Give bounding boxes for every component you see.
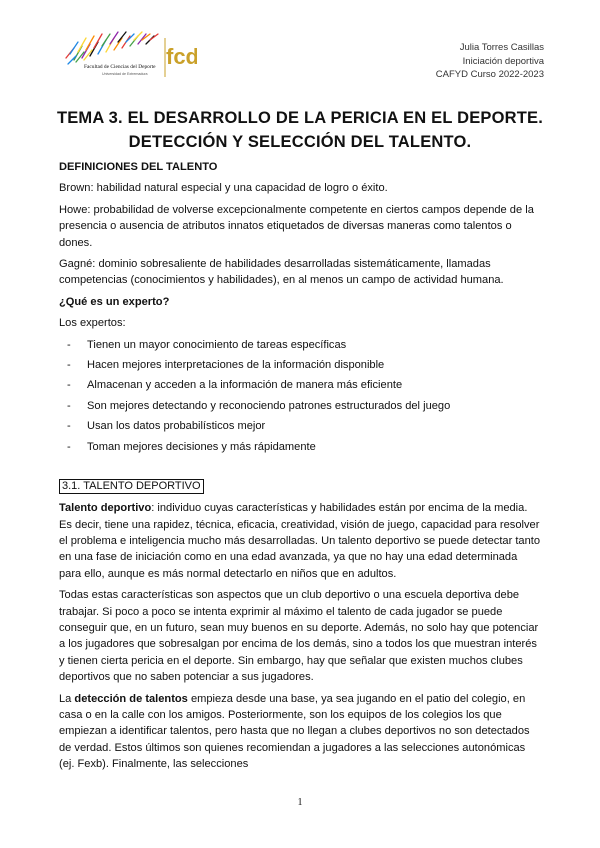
list-item-text: Almacenan y acceden a la información de manera más eficiente [87, 379, 403, 392]
term-deteccion-talentos: detección de talentos [74, 692, 188, 705]
paragraph-text: empieza desde una base, ya sea jugando en el patio del colegio, en casa o en la calle con los amigos. Posteriormente, son los equipos de los colegios los que empiezan a identificar talentos, pero hasta que no llegan a clubes deportivos no son detectados de verdad. Estos últimos son quienes recomiendan a jugadores a las selecciones autonómicas (ej. Fexb). Finalmente, las selecciones [59, 692, 530, 771]
logo-stroke [110, 32, 118, 44]
bullet-dash: - [67, 338, 71, 351]
logo-graphic [62, 30, 197, 82]
logo-mark: fcd [166, 44, 197, 69]
definition-gagne: Gagné: dominio sobresaliente de habilidades desarrolladas sistemáticamente, llamadas competencias (conocimientos y habilidades), en al menos un campo de actividad humana. [59, 258, 504, 287]
logo-stroke [126, 34, 134, 42]
logo-stroke [68, 56, 76, 64]
logo-org-name: Facultad de Ciencias del Deporte [84, 64, 156, 70]
title-line-2: DETECCIÓN Y SELECCIÓN DEL TALENTO. [128, 133, 472, 151]
list-item [59, 439, 542, 455]
document-body [59, 159, 542, 778]
list-item [59, 357, 542, 373]
logo-stroke [102, 34, 110, 46]
expert-question: ¿Qué es un experto? [59, 295, 170, 308]
header-course: CAFYD Curso 2022-2023 [435, 69, 544, 80]
term-talento-deportivo: Talento deportivo [59, 502, 152, 515]
list-item [59, 337, 542, 353]
list-item-text: Toman mejores decisiones y más rápidamente [87, 440, 316, 453]
bullet-dash: - [67, 359, 71, 372]
paragraph-talento-deportivo [59, 500, 542, 582]
bullet-dash: - [67, 420, 71, 433]
definitions-heading: DEFINICIONES DEL TALENTO [59, 161, 218, 173]
paragraph-deteccion [59, 691, 542, 773]
logo-stroke [94, 34, 102, 48]
title-line-1: TEMA 3. EL DESARROLLO DE LA PERICIA EN EL DEPORTE. [56, 109, 544, 127]
bullet-dash: - [67, 399, 71, 412]
definition-howe: Howe: probabilidad de volverse excepcionalmente competente en ciertos campos depende de la presencia o ausencia de atributos innatos etiquetados de diversas maneras como talentos o dones. [59, 203, 534, 249]
list-item-text: Usan los datos probabilísticos mejor [87, 420, 266, 433]
paragraph-caracteristicas: Todas estas características son aspectos que un club deportivo o una escuela deportiva debe trabajar. Si poco a poco se intenta exprimir al máximo el talento de cada jugador se puede conseguir que, en un futuro, sean muy buenos en su deporte. Además, no solo hay que potenciar a los jugadores que sobresalgan por encima de los demás, sino a todos los que muestran interés y tienen cierta pericia en el deporte. Sin embargo, hay que señalar que existen muchos clubes deportivos que no saben potenciar a sus jugadores. [59, 589, 539, 684]
list-item-text: Tienen un mayor conocimiento de tareas específicas [87, 338, 347, 351]
document-header [436, 41, 544, 82]
page-title [40, 106, 560, 154]
paragraph-text: La [59, 692, 75, 705]
logo-stroke [78, 38, 86, 52]
list-item-text: Son mejores detectando y reconociendo patrones estructurados del juego [87, 399, 451, 412]
section-heading-talento-deportivo: 3.1. TALENTO DEPORTIVO [59, 479, 204, 494]
header-subject: Iniciación deportiva [462, 55, 544, 67]
paragraph-text: : individuo cuyas características y habilidades están por encima de la media. Es decir, tiene una rapidez, técnica, eficacia, creatividad, visión de juego, capacidad para resolver el problema e inteligencia mucho más desarrolladas. Un talento deportivo se puede detectar tanto en una fase de iniciación como en una edad avanzada, ya que no hay una edad determinada para ello, aunque es más normal detectarlo en niños que en adultos. [59, 502, 541, 580]
logo-color-strokes [66, 32, 158, 64]
header-author: Julia Torres Casillas [459, 42, 544, 53]
logo-stroke [86, 36, 94, 50]
logo-stroke [114, 38, 122, 50]
faculty-logo [62, 30, 197, 82]
expert-list [59, 337, 542, 455]
expert-intro: Los expertos: [59, 317, 126, 330]
bullet-dash: - [67, 379, 71, 392]
bullet-dash: - [67, 440, 71, 453]
list-item [59, 418, 542, 434]
page-number: 1 [297, 797, 303, 808]
logo-stroke [118, 32, 126, 42]
list-item-text: Hacen mejores interpretaciones de la información disponible [87, 359, 385, 372]
list-item [59, 377, 542, 393]
list-item [59, 398, 542, 414]
logo-org-sub: Universidad de Extremadura [102, 72, 148, 76]
logo-stroke [134, 32, 142, 40]
logo-stroke [150, 34, 158, 40]
definition-brown: Brown: habilidad natural especial y una capacidad de logro o éxito. [59, 182, 388, 195]
logo-stroke [70, 42, 78, 54]
